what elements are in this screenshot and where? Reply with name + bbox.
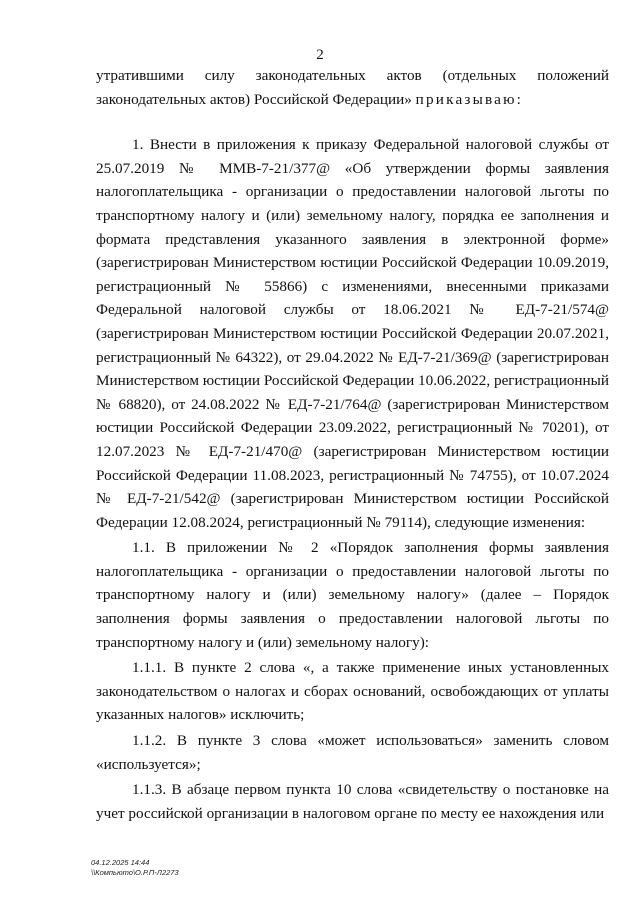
intro-text: утратившими силу законодательных актов (отдельных положений законодательных актов) Российской Федерации» [96,67,609,108]
footer-reference: \\Компьюто\О.Р.П-Л2273 [91,868,179,877]
intro-paragraph [96,64,609,111]
paragraph-1-1-2: 1.1.2. В пункте 3 слова «может использоваться» заменить словом «используется»; [96,732,609,773]
document-body [96,64,609,825]
order-word: приказываю: [415,90,524,108]
page-number: 2 [316,47,324,63]
paragraph-1: 1. Внести в приложения к приказу Федеральной налоговой службы от 25.07.2019 № ММВ-7-21/377@ «Об утверждении формы заявления налогоплательщика - организации о предоставлении налоговой льготы по транспортному налогу и (или) земельному налогу, порядка ее заполнения и формата представления указанного заявления в электронной форме» (зарегистрирован Министерством юстиции Российской Федерации 10.09.2019, регистрационный № 55866) с изменениями, внесенными приказами Федеральной налоговой службы от 18.06.2021 № ЕД-7-21/574@ (зарегистрирован Министерством юстиции Российской Федерации 20.07.2021, регистрационный № 64322), от 29.04.2022 № ЕД-7-21/369@ (зарегистрирован Министерством юстиции Российской Федерации 10.06.2022, регистрационный № 68820), от 24.08.2022 № ЕД-7-21/764@ (зарегистрирован Министерством юстиции Российской Федерации 23.09.2022, регистрационный № 70201), от 12.07.2023 № ЕД-7-21/470@ (зарегистрирован Министерством юстиции Российской Федерации 11.08.2023, регистрационный № 74755), от 10.07.2024 № ЕД-7-21/542@ (зарегистрирован Министерством юстиции Российской Федерации 12.08.2024, регистрационный № 79114), следующие изменения: [96,136,609,531]
footer-timestamp: 04.12.2025 14:44 [91,858,150,867]
paragraph-1-1-1: 1.1.1. В пункте 2 слова «, а также применение иных установленных законодательством о налогах и сборах оснований, освобождающих от уплаты указанных налогов» исключить; [96,659,609,724]
paragraph-1-1: 1.1. В приложении № 2 «Порядок заполнения формы заявления налогоплательщика - организации о предоставлении налоговой льготы по транспортному налогу и (или) земельному налогу» (далее – Порядок заполнения формы заявления о предоставлении налоговой льготы по транспортному налогу и (или) земельному налогу): [96,539,609,651]
paragraph-1-1-3: 1.1.3. В абзаце первом пункта 10 слова «свидетельству о постановке на учет российской организации в налоговом органе по месту ее нахождения или [96,781,609,822]
footer-stamp [91,858,179,878]
